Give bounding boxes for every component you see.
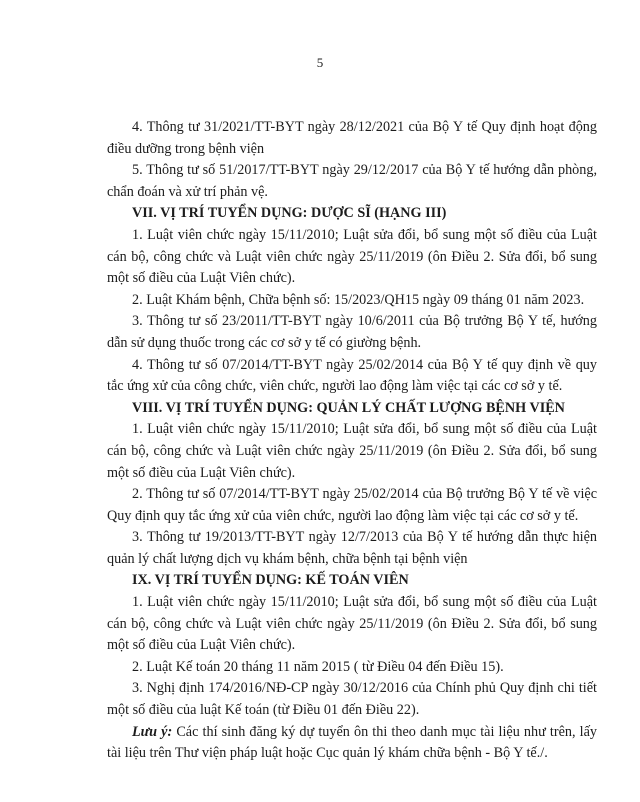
paragraph-item: 3. Nghị định 174/2016/NĐ-CP ngày 30/12/2016 của Chính phủ Quy định chi tiết một số điều của luật Kế toán (từ Điều 01 đến Điều 22). — [107, 680, 597, 719]
paragraph-item: 2. Luật Kế toán 20 tháng 11 năm 2015 ( từ Điều 04 đến Điều 15). — [132, 658, 504, 675]
note-paragraph — [107, 722, 597, 765]
paragraph-item: 3. Thông tư số 23/2011/TT-BYT ngày 10/6/2011 của Bộ trưởng Bộ Y tế, hướng dẫn sử dụng thuốc trong các cơ sở y tế có giường bệnh. — [107, 313, 597, 351]
paragraph-item: 2. Thông tư số 07/2014/TT-BYT ngày 25/02/2014 của Bộ trưởng Bộ Y tế về việc Quy định quy tắc ứng xử của viên chức, người lao động làm việc tại các cơ sở y tế. — [107, 486, 597, 524]
page-number: 5 — [316, 55, 324, 70]
paragraph-item: 3. Thông tư 19/2013/TT-BYT ngày 12/7/2013 của Bộ Y tế hướng dẫn thực hiện quản lý chất lượng dịch vụ khám bệnh, chữa bệnh tại bệnh viện — [107, 529, 597, 567]
section-heading-vii: VII. VỊ TRÍ TUYỂN DỤNG: DƯỢC SĨ (HẠNG III) — [132, 205, 447, 222]
section-heading-ix: IX. VỊ TRÍ TUYỂN DỤNG: KẾ TOÁN VIÊN — [132, 572, 409, 589]
note-label: Lưu ý: — [132, 723, 173, 740]
paragraph-item: 1. Luật viên chức ngày 15/11/2010; Luật sửa đổi, bổ sung một số điều của Luật cán bộ, công chức và Luật viên chức ngày 25/11/2019 (ôn Điều 2. Sửa đổi, bổ sung một số điều của Luật Viên chức). — [107, 226, 597, 287]
paragraph-item: 1. Luật viên chức ngày 15/11/2010; Luật sửa đổi, bổ sung một số điều của Luật cán bộ, công chức và Luật viên chức ngày 25/11/2019 (ôn Điều 2. Sửa đổi, bổ sung một số điều của Luật Viên chức). — [107, 594, 597, 654]
document-body — [107, 117, 597, 765]
paragraph-item: 2. Luật Khám bệnh, Chữa bệnh số: 15/2023/QH15 ngày 09 tháng 01 năm 2023. — [132, 291, 585, 308]
paragraph-item: 4. Thông tư 31/2021/TT-BYT ngày 28/12/2021 của Bộ Y tế Quy định hoạt động điều dưỡng trong bệnh viện — [107, 119, 597, 157]
paragraph-item: 1. Luật viên chức ngày 15/11/2010; Luật sửa đổi, bổ sung một số điều của Luật cán bộ, công chức và Luật viên chức ngày 25/11/2019 (ôn Điều 2. Sửa đổi, bổ sung một số điều của Luật Viên chức). — [107, 421, 597, 481]
note-text: Các thí sinh đăng ký dự tuyển ôn thi theo danh mục tài liệu như trên, lấy tài liệu trên Thư viện pháp luật hoặc Cục quản lý khám chữa bệnh - Bộ Y tế./. — [107, 723, 597, 762]
paragraph-item: 5. Thông tư số 51/2017/TT-BYT ngày 29/12/2017 của Bộ Y tế hướng dẫn phòng, chẩn đoán và xử trí phản vệ. — [107, 162, 597, 200]
section-heading-viii: VIII. VỊ TRÍ TUYỂN DỤNG: QUẢN LÝ CHẤT LƯỢNG BỆNH VIỆN — [132, 399, 565, 416]
paragraph-item: 4. Thông tư số 07/2014/TT-BYT ngày 25/02/2014 của Bộ Y tế quy định về quy tắc ứng xử của công chức, viên chức, người lao động làm việc tại các cơ sở y tế. — [107, 356, 597, 395]
